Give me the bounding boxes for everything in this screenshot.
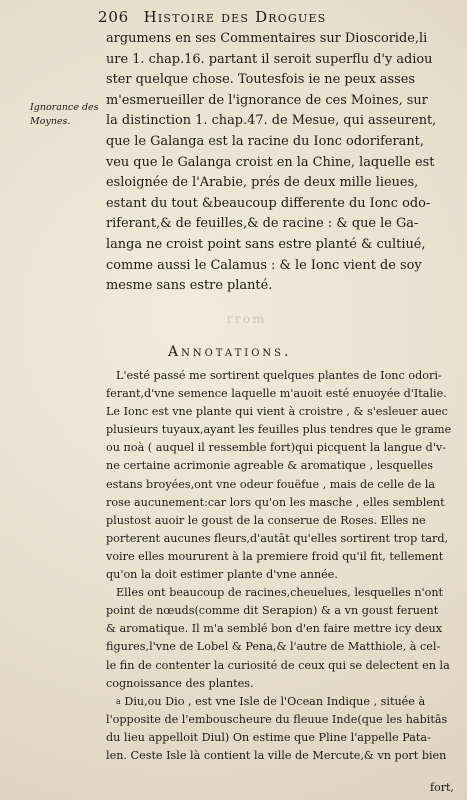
annotation-line: ferant,d'vne semence laquelle m'auoit esté enuoyée d'Italie. — [106, 387, 447, 401]
margin-note-line: Ignorance des — [30, 102, 99, 113]
margin-note-line: Moynes. — [30, 116, 71, 127]
annotation-line: ou πoà ( auquel il ressemble fort)qui picquent la langue d'v- — [106, 441, 447, 455]
annotation-line: figures,l'vne de Lobel & Pena,& l'autre de Matthiole, à cel- — [106, 640, 441, 654]
text-line: ure 1. chap.16. partant il seroit superflu d'y adiou — [106, 51, 433, 67]
annotation-line: cognoissance des plantes. — [106, 676, 254, 690]
annotation-line — [106, 693, 456, 711]
annotation-line: qu'on la doit estimer plante d'vne année. — [106, 568, 338, 582]
page-header — [98, 8, 458, 30]
annotation-line: du lieu appelloit Diul) On estime que Pline l'appelle Pata- — [106, 730, 431, 744]
annotation-line: rose aucunement:car lors qu'on les masche , elles semblent — [106, 495, 445, 509]
text-line: veu que le Galanga croist en la Chine, laquelle est — [106, 154, 435, 170]
text-line: que le Galanga est la racine du Ionc odoriferant, — [106, 133, 424, 149]
annotation-line: L'esté passé me sortirent quelques plantes de Ionc odori- — [116, 369, 442, 382]
text-line: esloignée de l'Arabie, prés de deux mille lieues, — [106, 175, 419, 191]
text-line: riferant,& de feuilles,& de racine : & que le Ga- — [106, 216, 419, 232]
annotations-text — [106, 367, 456, 765]
annotation-line: point de nœuds(comme dit Serapion) & a vn goust feruent — [106, 604, 439, 618]
text-line: ster quelque chose. Toutesfois ie ne peux asses — [106, 72, 416, 88]
running-title: Histoire des Drogues — [143, 8, 327, 26]
note-marker: a — [116, 696, 121, 706]
text-line: comme aussi le Calamus : & le Ionc vient de soy — [106, 257, 422, 273]
text-line: mesme sans estre planté. — [106, 278, 273, 294]
annotation-line: estans broyées,ont vne odeur fouëfue , mais de celle de la — [106, 477, 436, 491]
text-line: m'esmerueiller de l'ignorance de ces Moines, sur — [106, 92, 428, 108]
annotation-line: l'opposite de l'embouscheure du fleuue Inde(que les habitās — [106, 712, 448, 726]
annotation-line: plustost auoir le goust de la conserue de Roses. Elles ne — [106, 513, 426, 527]
annotation-line: plusieurs tuyaux,ayant les feuilles plus tendres que le grame — [106, 423, 452, 437]
annotation-line: Le Ionc est vne plante qui vient à croistre , & s'esleuer auec — [106, 405, 448, 419]
annotation-line: porterent aucunes fleurs,d'autāt qu'elles sortirent trop tard, — [106, 531, 449, 545]
annotation-line: ne certaine acrimonie agreable & aromatique , lesquelles — [106, 459, 434, 473]
text-line: argumens en ses Commentaires sur Dioscoride,li — [106, 31, 428, 46]
catchword: fort, — [430, 781, 454, 794]
annotation-line: Elles ont beaucoup de racines,cheuelues, lesquelles n'ont — [116, 586, 444, 600]
annotations-title: Annotations. — [168, 344, 292, 360]
page-number: 206 — [98, 8, 130, 26]
text-line: estant du tout &beaucoup differente du Ionc odo- — [106, 195, 431, 211]
annotation-line: & aromatique. Il m'a semblé bon d'en faire mettre icy deux — [106, 622, 443, 636]
annotation-line-text: Diu,ou Dio , est vne Isle de l'Ocean Indique , située à — [124, 694, 426, 708]
main-text — [106, 29, 456, 297]
annotation-line: len. Ceste Isle là contient la ville de Mercute,& vn port bien — [106, 748, 447, 762]
annotation-line: voire elles moururent à la premiere froid qu'il fit, tellement — [106, 549, 444, 563]
text-line: la distinction 1. chap.47. de Mesue, qui asseurent, — [106, 113, 437, 129]
text-line: langa ne croist point sans estre planté & cultiué, — [106, 236, 426, 252]
annotation-line: le fin de contenter la curiosité de ceux qui se delectent en la — [106, 658, 450, 672]
margin-note — [30, 101, 104, 129]
show-through-text: rrom — [226, 312, 267, 326]
